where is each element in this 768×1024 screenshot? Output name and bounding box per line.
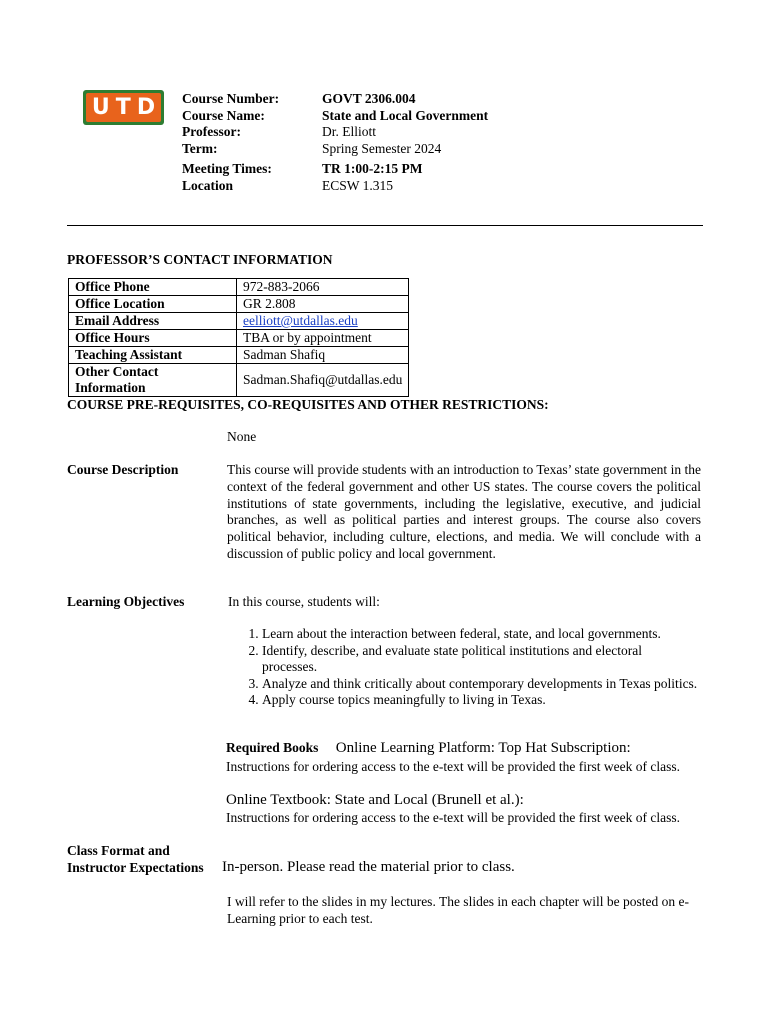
format-label-line2: Instructor Expectations [67, 860, 204, 875]
contact-value: GR 2.808 [237, 296, 409, 313]
books-heading-line [226, 740, 631, 757]
description-label: Course Description [67, 462, 179, 477]
course-header [182, 91, 488, 194]
table-row [69, 313, 409, 330]
contact-label: Teaching Assistant [69, 347, 237, 364]
header-label: Location [182, 177, 234, 193]
list-item: 2. Identify, describe, and evaluate state political institutions and electoral processes. [262, 643, 698, 676]
books-platform-note: Instructions for ordering access to the e-text will be provided the first week of class. [226, 759, 680, 774]
prereq-value: None [227, 429, 257, 444]
utd-logo [83, 90, 164, 125]
table-row [69, 296, 409, 313]
horizontal-rule [67, 225, 703, 226]
header-value: GOVT 2306.004 [322, 91, 416, 106]
table-row [69, 364, 409, 397]
header-label: Term: [182, 140, 218, 156]
format-text: In-person. Please read the material prior to class. [222, 859, 515, 875]
books-platform: Online Learning Platform: Top Hat Subscription: [335, 740, 631, 756]
list-item: 1. Learn about the interaction between federal, state, and local governments. [262, 626, 698, 643]
email-link[interactable]: eelliott@utdallas.edu [243, 313, 358, 328]
contact-value: 972-883-2066 [237, 279, 409, 296]
header-label: Course Name: [182, 107, 265, 123]
list-item: 4. Apply course topics meaningfully to living in Texas. [262, 692, 698, 709]
table-row [69, 279, 409, 296]
contact-table [68, 278, 409, 397]
contact-value: Sadman.Shafiq@utdallas.edu [237, 364, 409, 397]
header-label: Course Number: [182, 91, 280, 106]
logo-letter-d: D [136, 94, 156, 120]
objectives-label: Learning Objectives [67, 594, 185, 609]
header-row-location [182, 178, 488, 195]
header-value: ECSW 1.315 [322, 177, 394, 193]
contact-value: TBA or by appointment [237, 330, 409, 347]
books-label: Required Books [226, 740, 319, 755]
contact-label: Email Address [69, 313, 237, 330]
objectives-list [228, 626, 698, 709]
header-row-meeting-times [182, 161, 488, 178]
format-slides-text: I will refer to the slides in my lectures. The slides in each chapter will be posted on e-Learning prior to each test. [227, 894, 689, 926]
books-textbook-note: Instructions for ordering access to the e-text will be provided the first week of class. [226, 810, 680, 825]
description-text: This course will provide students with an introduction to Texas’ state government in the context of the federal government and other US states. The course covers the political institutions of state governments, including the legislative, executive, and judicial branches, as well as political parties and interest groups. The course also covers political behavior, including culture, elections, and media. We will conclude with a discussion of public policy and local government. [227, 462, 701, 561]
contact-label: Other Contact Information [69, 364, 237, 397]
contact-value: Sadman Shafiq [237, 347, 409, 364]
header-row-term [182, 141, 488, 158]
contact-value [237, 313, 409, 330]
logo-letter-u: U [91, 94, 110, 120]
utd-logo-inner [86, 93, 161, 122]
table-row [69, 330, 409, 347]
contact-label: Office Hours [69, 330, 237, 347]
format-label-line1: Class Format and [67, 843, 170, 858]
header-label: Meeting Times: [182, 161, 272, 176]
prereq-section-title: COURSE PRE-REQUISITES, CO-REQUISITES AND OTHER RESTRICTIONS: [67, 397, 549, 412]
header-label: Professor: [182, 124, 241, 139]
header-value: Spring Semester 2024 [322, 140, 442, 156]
header-row-course-name [182, 108, 488, 125]
header-value: Dr. Elliott [322, 124, 376, 139]
table-row [69, 347, 409, 364]
contact-label: Office Location [69, 296, 237, 313]
objectives-intro: In this course, students will: [228, 594, 380, 609]
header-row-course-number [182, 91, 488, 108]
contact-label: Office Phone [69, 279, 237, 296]
logo-letter-t: T [115, 94, 131, 120]
books-textbook: Online Textbook: State and Local (Brunell et al.): [226, 792, 524, 808]
header-row-professor [182, 124, 488, 141]
contact-section-title: PROFESSOR’S CONTACT INFORMATION [67, 252, 333, 267]
header-value: TR 1:00-2:15 PM [322, 161, 423, 176]
header-value: State and Local Government [322, 107, 489, 123]
list-item: 3. Analyze and think critically about contemporary developments in Texas politics. [262, 676, 698, 693]
